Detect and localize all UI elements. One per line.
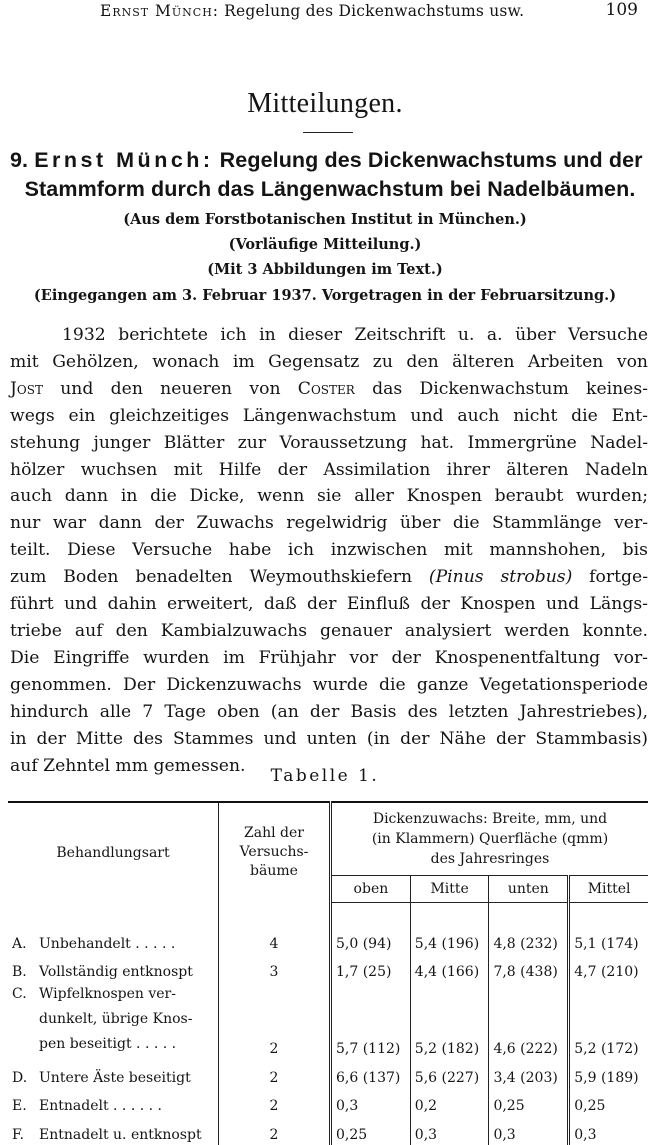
row-letter: E. (12, 1098, 27, 1114)
article-number: 9. (10, 148, 29, 172)
cell-mitte: 4,4 (166) (410, 954, 489, 983)
cell-oben: 1,7 (25) (331, 954, 411, 983)
body-line: nur war dann der Zuwachs regelwidrig über die Stammlänge ver- (10, 513, 648, 534)
header-count-line3: bäume (250, 863, 298, 880)
table-row (8, 903, 648, 954)
cell-mitte: 0,2 (410, 1088, 489, 1117)
cell-mittel: 4,7 (210) (574, 964, 639, 980)
row-letter: C. (12, 986, 27, 1002)
cell-unten: 4,6 (222) (489, 982, 569, 1059)
header-group-line1: Dickenzuwachs: Breite, mm, und (372, 811, 608, 827)
body-line: Die Eingriffe wurden im Frühjahr vor der Knospenentfaltung vor- (10, 647, 648, 668)
cell-mitte: 5,6 (227) (410, 1059, 489, 1088)
cell-mittel: 5,2 (172) (574, 1041, 639, 1057)
cell-unten: 3,4 (203) (489, 1059, 569, 1088)
body-line: Jost und den neueren von Coster das Dickenwachstum keines- (10, 378, 648, 399)
header-oben: oben (331, 876, 411, 903)
body-line: genommen. Der Dickenzuwachs wurde die ganze Vegetationsperiode (10, 674, 648, 695)
row-count: 4 (219, 903, 331, 954)
body-line: auf Zehntel mm gemessen. (10, 755, 246, 776)
name-jost: Jost (10, 378, 43, 399)
row-count: 2 (219, 1088, 331, 1117)
body-line: wegs ein gleichzeitiges Längenwachstum und auch nicht die Ent- (10, 405, 648, 426)
table-caption: Tabelle 1. (270, 766, 380, 786)
table-row (8, 954, 648, 983)
article-title (10, 146, 650, 204)
row-name: Unbehandelt . . . . . (39, 935, 176, 952)
cell-oben: 5,7 (112) (331, 982, 411, 1059)
table-row (8, 1088, 648, 1117)
table-row (8, 1116, 648, 1145)
meta-figures: (Mit 3 Abbildungen im Text.) (207, 261, 443, 278)
row-name: Wipfelknospen ver- (39, 986, 176, 1002)
name-coster: Coster (297, 378, 355, 399)
cell-oben: 6,6 (137) (331, 1059, 411, 1088)
header-treatment: Behandlungsart (8, 802, 219, 903)
header-growth-group (331, 802, 649, 876)
article-title-line2: Stammform durch das Längenwachstum bei Nadelbäumen. (24, 177, 636, 201)
cell-oben: 0,3 (331, 1088, 411, 1117)
row-name-line3: pen beseitigt . . . . . (39, 1036, 177, 1052)
body-line: 1932 berichtete ich in dieser Zeitschrift u. a. über Versuche (62, 325, 648, 345)
article-title-line1: Regelung des Dickenwachstums und der (219, 148, 643, 172)
row-name: Untere Äste beseitigt (39, 1069, 191, 1086)
cell-mitte: 5,4 (196) (410, 903, 489, 954)
row-letter: D. (12, 1069, 28, 1086)
header-mitte: Mitte (410, 876, 489, 903)
data-table (8, 801, 648, 1145)
header-mittel: Mittel (569, 876, 648, 903)
header-tree-count (219, 802, 331, 903)
row-count: 2 (219, 1116, 331, 1145)
section-divider (303, 132, 353, 133)
meta-note: (Vorläufige Mitteilung.) (228, 236, 422, 253)
row-treatment (8, 1088, 219, 1117)
row-count: 2 (219, 1059, 331, 1088)
body-line: stehung junger Blätter zur Voraussetzung hat. Immergrüne Nadel- (10, 432, 648, 453)
cell-oben: 5,0 (94) (331, 903, 411, 954)
body-line: mit Gehölzen, wonach im Gegensatz zu den älteren Arbeiten von (10, 351, 648, 372)
running-head-author: Ernst Münch: (100, 2, 220, 20)
row-treatment (8, 1059, 219, 1088)
body-line: führt und dahin erweitert, daß der Einfluß der Knospen und Längs- (10, 594, 648, 615)
row-letter: B. (12, 964, 27, 980)
row-treatment (8, 982, 219, 1059)
cell-mittel: 0,3 (574, 1126, 597, 1143)
page-number: 109 (605, 0, 638, 20)
cell-unten: 7,8 (438) (489, 954, 569, 983)
species-name: (Pinus strobus) (428, 567, 573, 588)
row-letter: F. (12, 1126, 24, 1143)
running-head-title: Regelung des Dickenwachstums usw. (224, 2, 525, 20)
body-line: auch dann in die Dicke, wenn sie aller Knospen beraubt wurden; (10, 486, 648, 507)
row-name: Entnadelt u. entknospt (39, 1126, 202, 1143)
body-line: triebe auf den Kambialzuwachs genauer analysiert werden konnte. (10, 620, 648, 641)
body-line: in der Mitte des Stammes und unten (in der Nähe der Stammbasis) (10, 728, 648, 749)
row-name-line2: dunkelt, übrige Knos- (39, 1011, 193, 1027)
cell-mittel: 0,25 (574, 1098, 606, 1114)
cell-oben: 0,25 (331, 1116, 411, 1145)
cell-mittel: 5,1 (174) (574, 935, 639, 952)
meta-institute: (Aus dem Forstbotanischen Institut in München.) (123, 211, 527, 228)
cell-mitte: 5,2 (182) (410, 982, 489, 1059)
cell-unten: 0,25 (489, 1088, 569, 1117)
row-treatment (8, 1116, 219, 1145)
table-row (8, 1059, 648, 1088)
running-head (100, 2, 640, 20)
section-title: Mitteilungen. (247, 88, 403, 119)
row-count: 3 (219, 954, 331, 983)
body-paragraph (10, 322, 648, 779)
header-count-line2: Versuchs- (239, 844, 309, 861)
body-line: hindurch alle 7 Tage oben (an der Basis des letzten Jahrestriebes), (10, 701, 648, 722)
row-count: 2 (219, 982, 331, 1059)
header-group-line3: des Jahresringes (430, 851, 550, 867)
cell-unten: 0,3 (489, 1116, 569, 1145)
cell-unten: 4,8 (232) (489, 903, 569, 954)
body-line: zum Boden benadelten Weymouthskiefern (Pinus strobus) fortge- (10, 567, 648, 588)
article-author: Ernst Münch: (34, 148, 214, 172)
row-treatment (8, 954, 219, 983)
header-unten: unten (489, 876, 569, 903)
body-line: hölzer wuchsen mit Hilfe der Assimilation ihrer älteren Nadeln (10, 459, 648, 480)
table-row (8, 982, 648, 1059)
row-name-line1 (12, 982, 218, 1007)
row-name: Entnadelt . . . . . . (39, 1098, 162, 1114)
row-name: Vollständig entknospt (39, 964, 193, 980)
header-group-line2: (in Klammern) Querfläche (qmm) (371, 831, 609, 847)
meta-received: (Eingegangen am 3. Februar 1937. Vorgetragen in der Februarsitzung.) (33, 287, 617, 304)
cell-mitte: 0,3 (410, 1116, 489, 1145)
header-count-line1: Zahl der (244, 825, 304, 842)
cell-mittel: 5,9 (189) (574, 1069, 639, 1086)
body-line: teilt. Diese Versuche habe ich inzwischen mit mannshohen, bis (10, 540, 648, 561)
row-treatment (8, 903, 219, 954)
row-letter: A. (12, 935, 27, 952)
